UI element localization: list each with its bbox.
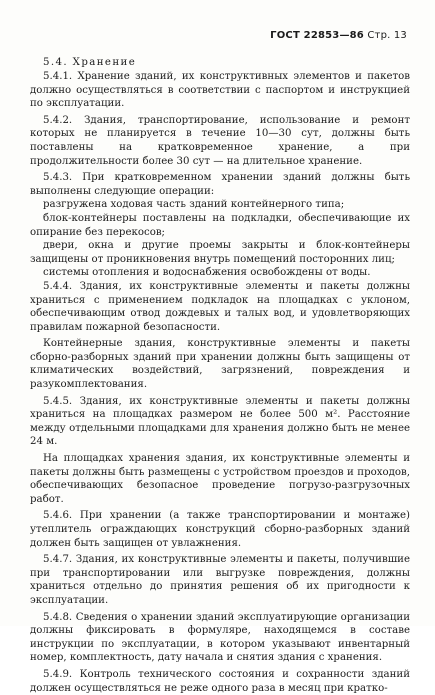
paragraph-5-4-9: 5.4.9. Контроль технического состояния и сохранности зданий должен осуществляться не реже одного раза в месяц при кратко-	[30, 668, 410, 694]
section-title: 5.4. Хранение	[43, 57, 137, 68]
paragraph-5-4-4: 5.4.4. Здания, их конструктивные элементы и пакеты должны храниться с применением подкладок на площадках с уклоном, обеспечивающим отвод дождевых и талых вод, и удовлетворяющих правилам пожарной безопасности.	[30, 280, 410, 333]
list-item: разгружена ходовая часть зданий контейнерного типа;	[43, 199, 345, 211]
page-number: Стр. 13	[367, 30, 407, 41]
paragraph-5-4-3: 5.4.3. При кратковременном хранении зданий должны быть выполнены следующие операции:	[30, 172, 410, 197]
paragraph-5-4-8: 5.4.8. Сведения о хранении зданий эксплуатирующие организации должны фиксировать в формуляре, находящемся в составе инструкции по эксплуатации, в котором указывают инвентарный номер, комплектность, дату начала и снятия здания с хранения.	[30, 611, 410, 664]
list-item: системы отопления и водоснабжения освобождены от воды.	[43, 267, 371, 279]
page-header	[270, 30, 407, 41]
paragraph-5-4-7: 5.4.7. Здания, их конструктивные элементы и пакеты, получившие при транспортировании или выгрузке повреждения, должны храниться отдельно до принятия решения об их пригодности к эксплуатации.	[30, 554, 410, 606]
paragraph-5-4-5: 5.4.5. Здания, их конструктивные элементы и пакеты должны храниться на площадках размером не более 500 м². Расстояние между отдельными площадками для хранения должно быть не менее 24 м.	[30, 395, 410, 448]
list-item: двери, окна и другие проемы закрыты и блок-контейнеры защищены от проникновения внутрь помещений посторонних лиц;	[30, 240, 410, 265]
document-body	[30, 56, 410, 695]
list-item: блок-контейнеры поставлены на подкладки, обеспечивающие их опирание без перекосов;	[30, 212, 410, 238]
standard-number: ГОСТ 22853—86	[270, 30, 364, 41]
paragraph-5-4-2: 5.4.2. Здания, транспортирование, использование и ремонт которых не планируется в течение 10—30 сут, должны быть поставлены на кратковременное хранение, а при продолжительности более 30 сут — на длительное хранение.	[30, 114, 410, 167]
paragraph-5-4-6: 5.4.6. При хранении (а также транспортировании и монтаже) утеплитель ограждающих конструкций сборно-разборных зданий должен быть защищен от увлажнения.	[30, 510, 410, 549]
paragraph: На площадках хранения здания, их конструктивные элементы и пакеты должны быть размещены с устройством проездов и проходов, обеспечивающих безопасное проведение погрузо-разгрузочных работ.	[30, 453, 410, 505]
paragraph: Контейнерные здания, конструктивные элементы и пакеты сборно-разборных зданий при хранении должны быть защищены от климатических воздействий, загрязнений, повреждения и разукомплектования.	[30, 338, 410, 391]
paragraph-5-4-1: 5.4.1. Хранение зданий, их конструктивных элементов и пакетов должно осуществляться в соответствии с паспортом и инструкцией по эксплуатации.	[30, 71, 410, 110]
